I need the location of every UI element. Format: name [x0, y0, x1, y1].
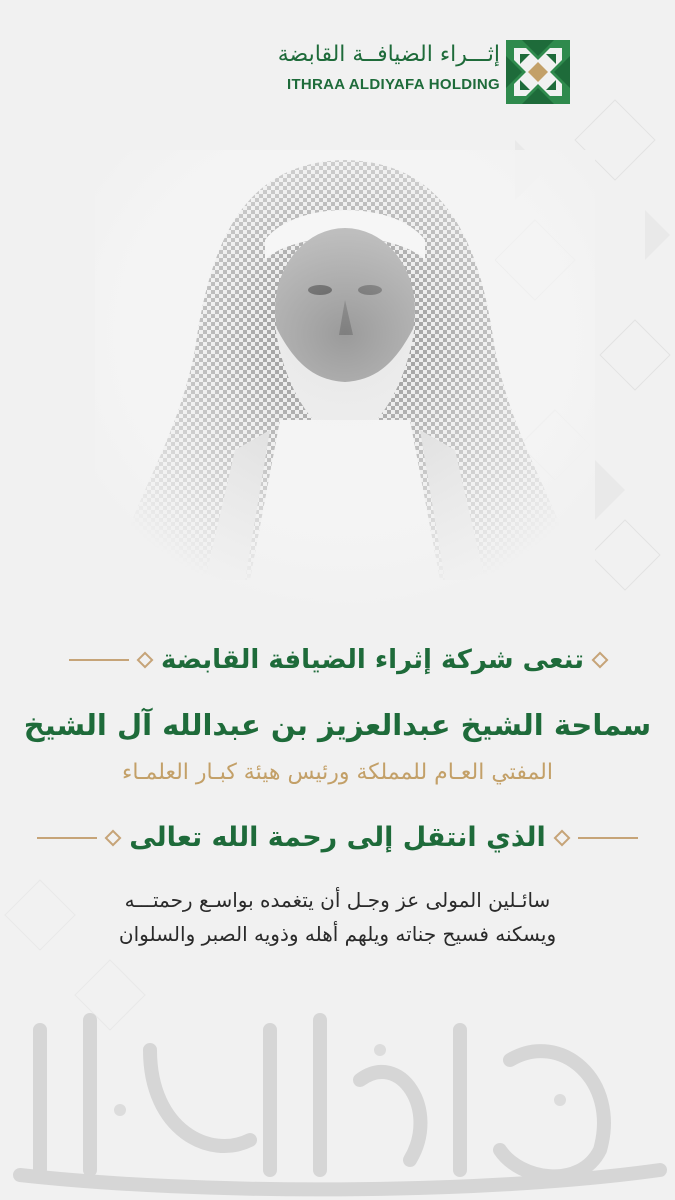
deceased-title: المفتي العـام للمملكة ورئيس هيئة كبـار العلمـاء [122, 760, 553, 785]
company-logo [170, 40, 500, 106]
logo-name-arabic: إثـــراء الضيافــة القابضة [277, 42, 500, 67]
ornament-rule [578, 837, 638, 839]
passed-away-text: الذي انتقل إلى رحمة الله تعالى [129, 822, 546, 853]
prayer-line-2: ويسكنه فسيح جناته ويلهم أهله وذويه الصبر والسلوان [118, 922, 557, 946]
ornament-diamond [105, 829, 122, 846]
deceased-name: سماحة الشيخ عبدالعزيز بن عبدالله آل الشيخ [23, 708, 652, 742]
company-condolence-heading [0, 645, 675, 675]
ornament-diamond [137, 652, 154, 669]
logo-name-english: ITHRAA ALDIYAFA HOLDING [286, 76, 500, 93]
portrait-image [95, 150, 595, 610]
passed-away-heading [0, 822, 675, 853]
ornament-rule [37, 837, 97, 839]
ornament-diamond [553, 829, 570, 846]
calligraphy-watermark [0, 990, 675, 1200]
prayer-line-1: سائـلين المولى عز وجـل أن يتغمده بواسـع رحمتـــه [124, 888, 551, 912]
ornament-diamond [592, 652, 609, 669]
ornament-rule [69, 659, 129, 661]
logo-mark-icon [506, 40, 570, 104]
company-condolence-text: تنعى شركة إثراء الضيافة القابضة [161, 645, 585, 675]
